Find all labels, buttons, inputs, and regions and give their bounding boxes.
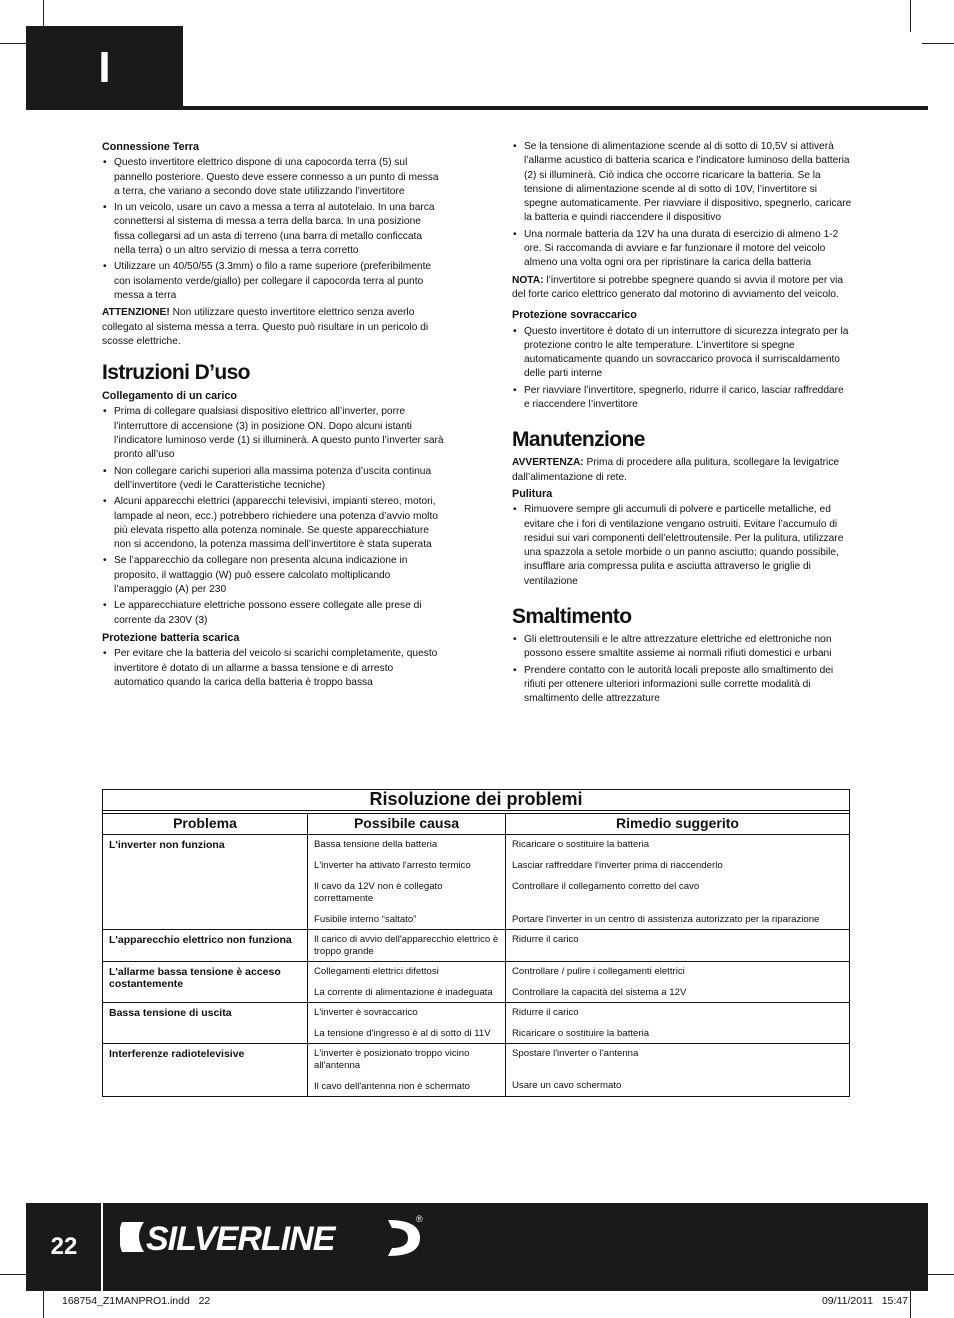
problem-cell: Interferenze radiotelevisive bbox=[103, 1044, 308, 1096]
remedy-item: Spostare l'inverter o l'antenna bbox=[512, 1048, 639, 1059]
list-item: • Una normale batteria da 12V ha una durata di esercizio di almeno 1-2 ore. Si raccomanda di avviare e far funzionare il motore del veicolo almeno una volta ogni ora per ripristinare la carica della batteria bbox=[512, 228, 852, 271]
remedy-item: Portare l'inverter in un centro di assistenza autorizzato per la riparazione bbox=[512, 914, 820, 925]
list-item: • Prendere contatto con le autorità locali preposte allo smaltimento dei rifiuti per ottenere ulteriori informazioni sulle corrette modalità di smaltimento delle attrezzature bbox=[512, 664, 852, 707]
remedy-item: Ricaricare o sostituire la batteria bbox=[512, 839, 650, 850]
warning-paragraph bbox=[102, 306, 444, 349]
earth-list bbox=[102, 156, 444, 303]
remedy-item: Controllare la capacità del sistema a 12V bbox=[512, 987, 687, 998]
left-column bbox=[102, 140, 444, 693]
list-item: • Rimuovere sempre gli accumuli di polvere e particelle metalliche, ed evitare che i fori di ventilazione vengano ostruiti. Evitare l’accumulo di residui sui vari componenti dell’elettroutensile. Per la pulitura, utilizzare una spazzola a setole morbide o un panno asciutto; quando possibile, insufflare aria compressa pulita e asciutta attraverso le griglie di ventilazione bbox=[512, 503, 852, 589]
list-item: • Non collegare carichi superiori alla massima potenza d’uscita continua dell’invertitore (vedi le Caratteristiche tecniche) bbox=[102, 465, 444, 494]
cause-cell bbox=[308, 930, 506, 961]
list-item: • Per riavviare l’invertitore, spegnerlo, ridurre il carico, lasciar raffreddare e riaccendere l’invertitore bbox=[512, 384, 852, 413]
note-paragraph bbox=[512, 274, 852, 303]
remedy-cell bbox=[506, 962, 849, 1002]
footer-divider bbox=[101, 1203, 103, 1291]
cause-item: La tensione d'ingresso è al di sotto di 11V bbox=[314, 1028, 491, 1039]
cause-cell bbox=[308, 1003, 506, 1043]
disposal-list bbox=[512, 633, 852, 706]
logo-swoosh-left bbox=[120, 1222, 144, 1252]
list-item: • Utilizzare un 40/50/55 (3.3mm) o filo a rame superiore (preferibilmente con isolamento verde/giallo) per collegare il capocorda terra al punto messa a terra bbox=[102, 260, 444, 303]
list-item: • Prima di collegare qualsiasi dispositivo elettrico all’inverter, porre l’interruttore di accensione (3) in posizione ON. Dopo alcuni istanti l’indicatore luminoso verde (1) si illuminerà. A questo punto l’inverter sarà pronto all’uso bbox=[102, 405, 444, 462]
cleaning-list bbox=[512, 503, 852, 589]
list-item: • Se la tensione di alimentazione scende al di sotto di 10,5V si attiverà l’allarme acustico di batteria scarica e l’indicatore luminoso della batteria (2) si illuminerà. Ciò indica che occorre ricaricare la batteria. Se la tensione di alimentazione scende al di sotto di 10V, l’invertitore si spegne automaticamente. Per riavviare il dispositivo, spegnerlo, caricare la batteria e quindi riaccendere il dispositivo bbox=[512, 140, 852, 226]
cause-item: L'inverter è sovraccarico bbox=[314, 1007, 418, 1018]
right-column bbox=[512, 140, 852, 710]
note-text: l’invertitore si potrebbe spegnere quando si avvia il motore per via del forte carico elettrico generato dal motorino di avviamento del veicolo. bbox=[512, 274, 844, 300]
disposal-heading: Smaltimento bbox=[512, 605, 632, 629]
list-item: • Per evitare che la batteria del veicolo si scarichi completamente, questo invertitore è dotato di un allarme a bassa tensione e di arresto automatico quando la carica della batteria è troppo bassa bbox=[102, 647, 444, 690]
overload-list bbox=[512, 325, 852, 413]
remedy-item: Ricaricare o sostituire la batteria bbox=[512, 1028, 650, 1039]
troubleshooting-table bbox=[102, 789, 850, 1097]
remedy-item: Ridurre il carico bbox=[512, 1007, 579, 1018]
remedy-cell bbox=[506, 1003, 849, 1043]
battery-list-continued bbox=[512, 140, 852, 271]
problem-cell: L'apparecchio elettrico non funziona bbox=[103, 930, 308, 961]
column-header: Problema bbox=[103, 814, 308, 834]
problem-cell: L'allarme bassa tensione è acceso costantemente bbox=[103, 962, 308, 1002]
usage-heading: Istruzioni D’uso bbox=[102, 361, 250, 385]
cause-item: Il cavo da 12V non è collegato correttamente bbox=[314, 881, 443, 904]
maintenance-heading: Manutenzione bbox=[512, 428, 645, 452]
cause-item: Collegamenti elettrici difettosi bbox=[314, 966, 439, 977]
cause-item: Il carico di avvio dell'apparecchio elettrico è troppo grande bbox=[314, 934, 499, 957]
maintenance-warning bbox=[512, 456, 852, 485]
remedy-item: Controllare il collegamento corretto del cavo bbox=[512, 881, 700, 892]
problem-cell: Bassa tensione di uscita bbox=[103, 1003, 308, 1043]
cause-item: Il cavo dell'antenna non è schermato bbox=[314, 1081, 470, 1092]
note-label: NOTA: bbox=[512, 274, 544, 286]
table-row bbox=[103, 1044, 849, 1096]
logo-text: SILVERLINE bbox=[146, 1220, 335, 1258]
language-tab bbox=[26, 26, 183, 110]
earth-title: Connessione Terra bbox=[102, 141, 199, 153]
remedy-item: Controllare / pulire i collegamenti elettrici bbox=[512, 966, 685, 977]
header-rule bbox=[183, 106, 928, 110]
language-code: I bbox=[98, 43, 111, 92]
file-slug: 168754_Z1MANPRO1.indd 22 bbox=[62, 1295, 211, 1307]
list-item: • Le apparecchiature elettriche possono essere collegate alle prese di corrente da 230V (3) bbox=[102, 599, 444, 628]
date-slug: 09/11/2011 15:47 bbox=[821, 1295, 908, 1307]
table-row bbox=[103, 930, 849, 962]
cause-cell bbox=[308, 835, 506, 929]
overload-title: Protezione sovraccarico bbox=[512, 309, 637, 322]
battery-title: Protezione batteria scarica bbox=[102, 631, 240, 644]
cause-item: L'inverter ha attivato l'arresto termico bbox=[314, 860, 471, 871]
cause-cell bbox=[308, 1044, 506, 1096]
cause-item: Bassa tensione della batteria bbox=[314, 839, 438, 850]
cause-item: L'inverter è posizionato troppo vicino all'antenna bbox=[314, 1048, 470, 1071]
load-list bbox=[102, 405, 444, 627]
maintenance-warning-text: Prima di procedere alla pulitura, scollegare la levigatrice dall’alimentazione di rete. bbox=[512, 457, 840, 483]
crop-mark bbox=[922, 43, 954, 44]
table-header bbox=[103, 813, 849, 835]
remedy-cell bbox=[506, 835, 849, 929]
remedy-item: Usare un cavo schermato bbox=[512, 1080, 622, 1091]
problem-cell: L'inverter non funziona bbox=[103, 835, 308, 929]
page-number: 22 bbox=[50, 1233, 78, 1260]
list-item: • Gli elettroutensili e le altre attrezzature elettriche ed elettroniche non possono essere smaltite assieme ai normali rifiuti domestici e urbani bbox=[512, 633, 852, 662]
remedy-item: Ridurre il carico bbox=[512, 934, 579, 945]
remedy-cell bbox=[506, 1044, 849, 1096]
list-item: • Alcuni apparecchi elettrici (apparecchi televisivi, impianti stereo, motori, lampade al neon, ecc.) potrebbero richiedere una potenza d’avvio molto più elevata rispetto alla potenza nominale. Se queste apparecchiature non si accendono, la potenza massima dell’invertitore è stata superata bbox=[102, 495, 444, 552]
list-item: • Se l’apparecchio da collegare non presenta alcuna indicazione in proposito, il wattaggio (W) può essere calcolato moltiplicando l’amperaggio (A) per 230 bbox=[102, 554, 444, 597]
list-item: • Questo invertitore è dotato di un interruttore di sicurezza integrato per la protezione contro le alte temperature. L’invertitore si spegne automaticamente quando un sovraccarico provoca il surriscaldamento delle parti interne bbox=[512, 325, 852, 382]
registered-mark: ® bbox=[416, 1214, 423, 1224]
remedy-item: Lasciar raffreddare l'inverter prima di riaccenderlo bbox=[512, 860, 723, 871]
crop-mark bbox=[910, 0, 911, 32]
column-header: Possibile causa bbox=[308, 814, 506, 834]
logo-wrench-right bbox=[388, 1220, 420, 1256]
cleaning-title: Pulitura bbox=[512, 487, 553, 500]
maintenance-warning-label: AVVERTENZA: bbox=[512, 457, 584, 469]
list-item: • Questo invertitore elettrico dispone di una capocorda terra (5) sul pannello posteriore. Questo deve essere connesso a un punto di messa a terra, che variano a secondo dove state utilizzando l’invertitore bbox=[102, 156, 444, 199]
table-row bbox=[103, 962, 849, 1003]
cause-cell bbox=[308, 962, 506, 1002]
list-item: • In un veicolo, usare un cavo a messa a terra al autotelaio. In una barca connettersi al sistema di messa a terra della barca. In una posizione fissa collegarsi ad un asta di terreno (una barra di metallo conficcata nella terra) o un altro servizio di messa a terra corretto bbox=[102, 201, 444, 258]
cause-item: La corrente di alimentazione è inadeguata bbox=[314, 987, 493, 998]
cause-item: Fusibile interno “saltato” bbox=[314, 914, 417, 925]
load-title: Collegamento di un carico bbox=[102, 390, 237, 403]
silverline-logo bbox=[120, 1212, 430, 1262]
battery-list bbox=[102, 647, 444, 690]
warning-text: Non utilizzare questo invertitore elettrico senza averlo collegato al sistema messa a terra. Questo può risultare in un pericolo di scosse elettriche. bbox=[102, 307, 429, 347]
remedy-cell bbox=[506, 930, 849, 961]
table-row bbox=[103, 835, 849, 930]
troubleshooting-title: Risoluzione dei problemi bbox=[103, 790, 849, 811]
table-row bbox=[103, 1003, 849, 1044]
warning-label: ATTENZIONE! bbox=[102, 307, 170, 319]
column-header: Rimedio suggerito bbox=[616, 815, 739, 831]
